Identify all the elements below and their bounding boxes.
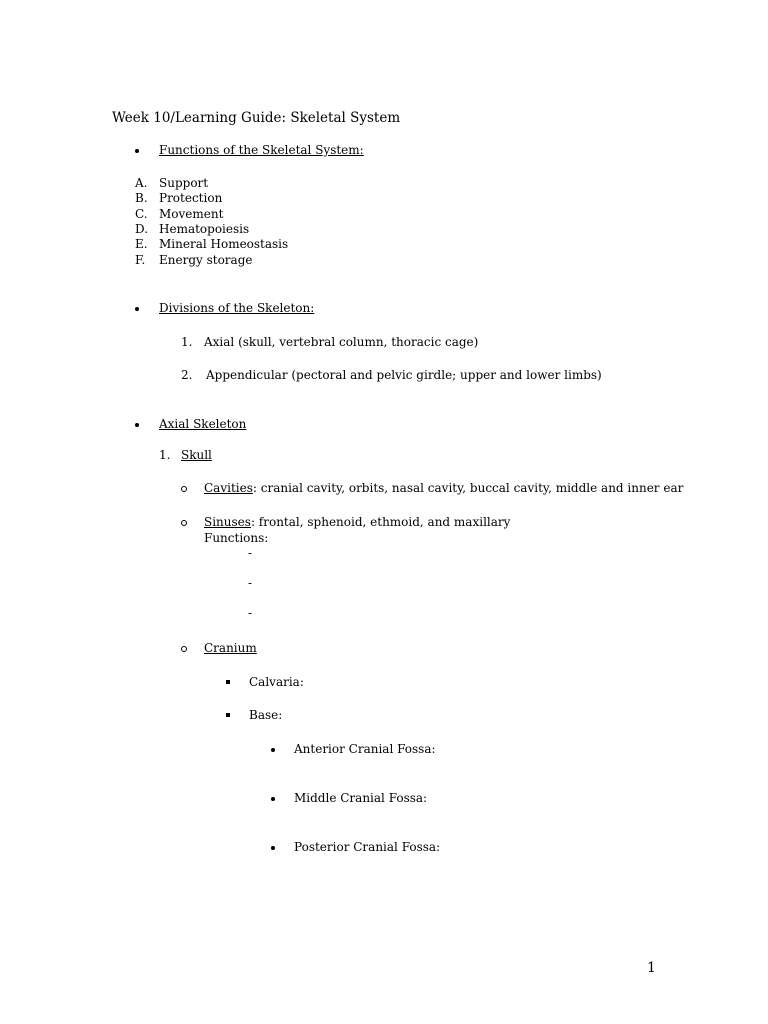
functions-marker-f: F. (135, 253, 146, 267)
divisions-marker-2: 2. (181, 368, 193, 382)
middle-cranial-fossa-label: Middle Cranial Fossa: (294, 791, 428, 805)
bullet-posterior-fossa (271, 846, 275, 850)
divisions-marker-1: 1. (181, 335, 193, 349)
functions-item-support: Support (159, 176, 209, 190)
skull-label: Skull (181, 448, 212, 462)
functions-item-hematopoiesis: Hematopoiesis (159, 222, 250, 236)
functions-marker-e: E. (135, 237, 148, 251)
bullet-middle-fossa (271, 797, 275, 801)
sinuses-function-dash-2: - (248, 576, 253, 590)
divisions-heading: Divisions of the Skeleton: (159, 301, 315, 315)
cavities-label: Cavities (204, 481, 253, 495)
divisions-item-axial: Axial (skull, vertebral column, thoracic cage) (204, 335, 479, 349)
sinuses-label: Sinuses (204, 515, 251, 529)
bullet-base (226, 713, 230, 717)
base-label: Base: (249, 708, 283, 722)
bullet-calvaria (226, 680, 230, 684)
anterior-cranial-fossa-label: Anterior Cranial Fossa: (294, 742, 436, 756)
functions-marker-c: C. (135, 207, 148, 221)
divisions-item-appendicular: Appendicular (pectoral and pelvic girdle; upper and lower limbs) (206, 368, 602, 382)
page-title: Week 10/Learning Guide: Skeletal System (112, 110, 401, 126)
bullet-cavities (181, 486, 187, 492)
sinuses-text: : frontal, sphenoid, ethmoid, and maxillary (250, 515, 511, 529)
cavities-line (204, 481, 683, 495)
cranium-label: Cranium (204, 641, 257, 655)
sinuses-line (204, 515, 510, 529)
bullet-functions (135, 149, 139, 153)
functions-heading: Functions of the Skeletal System: (159, 143, 364, 157)
bullet-anterior-fossa (271, 748, 275, 752)
functions-marker-d: D. (135, 222, 149, 236)
bullet-cranium (181, 646, 187, 652)
bullet-axial (135, 423, 139, 427)
functions-marker-a: A. (135, 176, 148, 190)
functions-item-movement: Movement (159, 207, 224, 221)
calvaria-label: Calvaria: (249, 675, 304, 689)
page-number: 1 (647, 960, 656, 976)
axial-heading: Axial Skeleton (159, 417, 247, 431)
sinuses-function-dash-3: - (248, 606, 253, 620)
posterior-cranial-fossa-label: Posterior Cranial Fossa: (294, 840, 441, 854)
sinuses-functions-label: Functions: (204, 531, 269, 545)
cavities-text: : cranial cavity, orbits, nasal cavity, buccal cavity, middle and inner ear (252, 481, 684, 495)
functions-item-energy-storage: Energy storage (159, 253, 253, 267)
functions-item-protection: Protection (159, 191, 223, 205)
skull-marker: 1. (159, 448, 171, 462)
sinuses-function-dash-1: - (248, 546, 253, 560)
functions-item-mineral-homeostasis: Mineral Homeostasis (159, 237, 289, 251)
functions-marker-b: B. (135, 191, 148, 205)
bullet-sinuses (181, 520, 187, 526)
bullet-divisions (135, 307, 139, 311)
